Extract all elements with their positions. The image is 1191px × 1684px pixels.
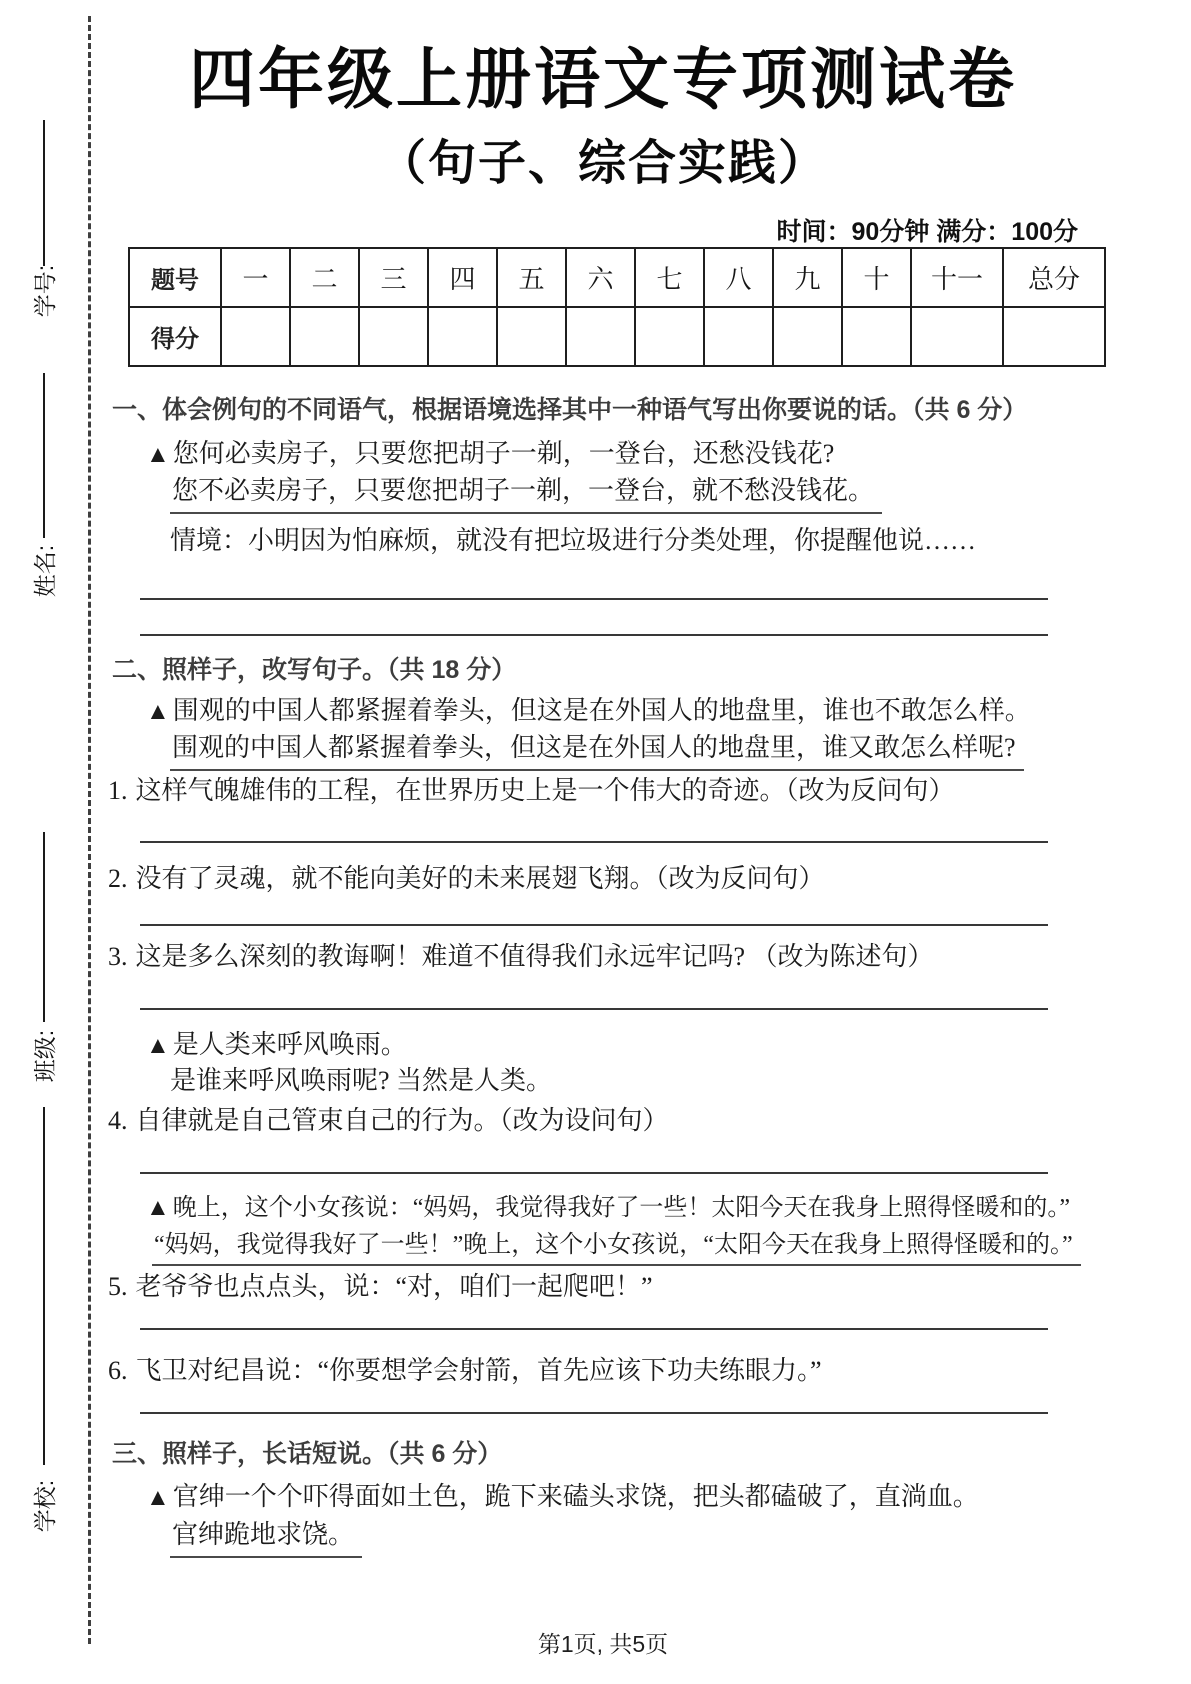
col-7: 七	[635, 248, 704, 307]
triangle-marker-icon: ▲	[146, 1033, 170, 1059]
question-item-6	[108, 1350, 822, 1387]
answer-blank-line[interactable]	[140, 598, 1048, 600]
section2-example3-text: 晚上，这个小女孩说：“妈妈，我觉得我好了一些！太阳今天在我身上照得怪暖和的。”	[172, 1195, 1071, 1221]
question-item-2	[108, 858, 825, 895]
exam-subtitle: （句子、综合实践）	[377, 137, 828, 190]
section3-example-text: 官绅一个个吓得面如土色，跪下来磕头求饶，把头都磕破了，直淌血。	[172, 1482, 979, 1511]
score-cell-1[interactable]	[221, 307, 290, 366]
col-2: 二	[290, 248, 359, 307]
answer-blank-line[interactable]	[140, 924, 1048, 926]
exam-title: 四年级上册语文专项测试卷	[189, 42, 1017, 116]
section2-example2-answer: 是谁来呼风唤雨呢? 当然是人类。	[170, 1066, 553, 1095]
school-label: 学校:	[32, 1479, 58, 1533]
question-number-row	[129, 248, 1105, 307]
answer-blank-line[interactable]	[140, 1328, 1048, 1330]
section1-example-answer: 您不必卖房子，只要您把胡子一剃，一登台，就不愁没钱花。	[170, 470, 882, 514]
student-id-write-line[interactable]	[43, 120, 45, 266]
score-cell-8[interactable]	[704, 307, 773, 366]
item-number: 4.	[108, 1106, 128, 1135]
page-footer: 第1页, 共5页	[537, 1631, 669, 1657]
question-number-header: 题号	[129, 248, 221, 307]
score-cell-6[interactable]	[566, 307, 635, 366]
answer-blank-line[interactable]	[140, 1412, 1048, 1414]
exam-meta: 时间：90分钟 满分：100分	[776, 218, 1078, 246]
col-4: 四	[428, 248, 497, 307]
score-cell-9[interactable]	[773, 307, 842, 366]
col-3: 三	[359, 248, 428, 307]
col-10: 十	[842, 248, 911, 307]
col-8: 八	[704, 248, 773, 307]
section3-heading: 三、照样子，长话短说。（共 6 分）	[112, 1440, 503, 1468]
score-cell-7[interactable]	[635, 307, 704, 366]
score-cell-4[interactable]	[428, 307, 497, 366]
question-item-3	[108, 936, 934, 973]
col-total: 总分	[1003, 248, 1105, 307]
item-number: 3.	[108, 942, 128, 971]
triangle-marker-icon: ▲	[146, 699, 170, 725]
item-text: 这样气魄雄伟的工程，在世界历史上是一个伟大的奇迹。（改为反问句）	[135, 776, 955, 805]
score-cell-2[interactable]	[290, 307, 359, 366]
question-item-5	[108, 1266, 653, 1303]
item-text: 这是多么深刻的教诲啊！难道不值得我们永远牢记吗? （改为陈述句）	[135, 942, 934, 971]
section2-heading: 二、照样子，改写句子。（共 18 分）	[112, 656, 517, 684]
school-write-line[interactable]	[43, 1107, 45, 1465]
col-5: 五	[497, 248, 566, 307]
col-9: 九	[773, 248, 842, 307]
section2-example2	[146, 1024, 407, 1061]
section2-example1-answer: 围观的中国人都紧握着拳头，但这是在外国人的地盘里，谁又敢怎么样呢?	[170, 727, 1024, 771]
section2-example2-text: 是人类来呼风唤雨。	[172, 1030, 407, 1059]
question-item-1	[108, 770, 955, 807]
score-table	[128, 247, 1106, 367]
answer-blank-line[interactable]	[140, 1008, 1048, 1010]
section2-example1-text: 围观的中国人都紧握着拳头，但这是在外国人的地盘里，谁也不敢怎么样。	[172, 696, 1031, 725]
name-write-line[interactable]	[43, 373, 45, 538]
score-cell-11[interactable]	[911, 307, 1003, 366]
class-write-line[interactable]	[43, 832, 45, 1022]
section3-example	[146, 1476, 979, 1513]
triangle-marker-icon: ▲	[146, 1195, 170, 1221]
score-cell-5[interactable]	[497, 307, 566, 366]
question-item-4	[108, 1100, 669, 1137]
student-id-label: 学号:	[32, 264, 58, 318]
col-1: 一	[221, 248, 290, 307]
class-label: 班级:	[32, 1029, 58, 1083]
dashed-divider	[88, 16, 91, 1644]
answer-blank-line[interactable]	[140, 634, 1048, 636]
answer-blank-line[interactable]	[140, 841, 1048, 843]
item-text: 没有了灵魂，就不能向美好的未来展翅飞翔。（改为反问句）	[135, 864, 825, 893]
name-label: 姓名:	[32, 544, 58, 598]
answer-blank-line[interactable]	[140, 1172, 1048, 1174]
section1-example-text: 您何必卖房子，只要您把胡子一剃，一登台，还愁没钱花?	[172, 439, 835, 468]
score-header: 得分	[129, 307, 221, 366]
col-11: 十一	[911, 248, 1003, 307]
section1-example	[146, 433, 834, 470]
item-text: 自律就是自己管束自己的行为。（改为设问句）	[135, 1106, 669, 1135]
section3-example-answer: 官绅跪地求饶。	[170, 1514, 362, 1558]
section2-example1	[146, 690, 1031, 727]
score-row	[129, 307, 1105, 366]
section2-example3-answer: “妈妈，我觉得我好了一些！”晚上，这个小女孩说，“太阳今天在我身上照得怪暖和的。”	[152, 1224, 1081, 1266]
col-6: 六	[566, 248, 635, 307]
score-cell-10[interactable]	[842, 307, 911, 366]
item-number: 2.	[108, 864, 128, 893]
section2-example3	[146, 1187, 1070, 1222]
section1-scenario: 情境：小明因为怕麻烦，就没有把垃圾进行分类处理，你提醒他说……	[170, 526, 977, 555]
section1-heading: 一、体会例句的不同语气，根据语境选择其中一种语气写出你要说的话。（共 6 分）	[112, 396, 1028, 424]
triangle-marker-icon: ▲	[146, 442, 170, 468]
score-cell-3[interactable]	[359, 307, 428, 366]
triangle-marker-icon: ▲	[146, 1485, 170, 1511]
item-text: 老爷爷也点点头，说：“对，咱们一起爬吧！”	[135, 1272, 653, 1301]
item-number: 6.	[108, 1356, 128, 1385]
score-cell-total[interactable]	[1003, 307, 1105, 366]
item-number: 5.	[108, 1272, 128, 1301]
item-number: 1.	[108, 776, 128, 805]
item-text: 飞卫对纪昌说：“你要想学会射箭，首先应该下功夫练眼力。”	[135, 1356, 822, 1385]
